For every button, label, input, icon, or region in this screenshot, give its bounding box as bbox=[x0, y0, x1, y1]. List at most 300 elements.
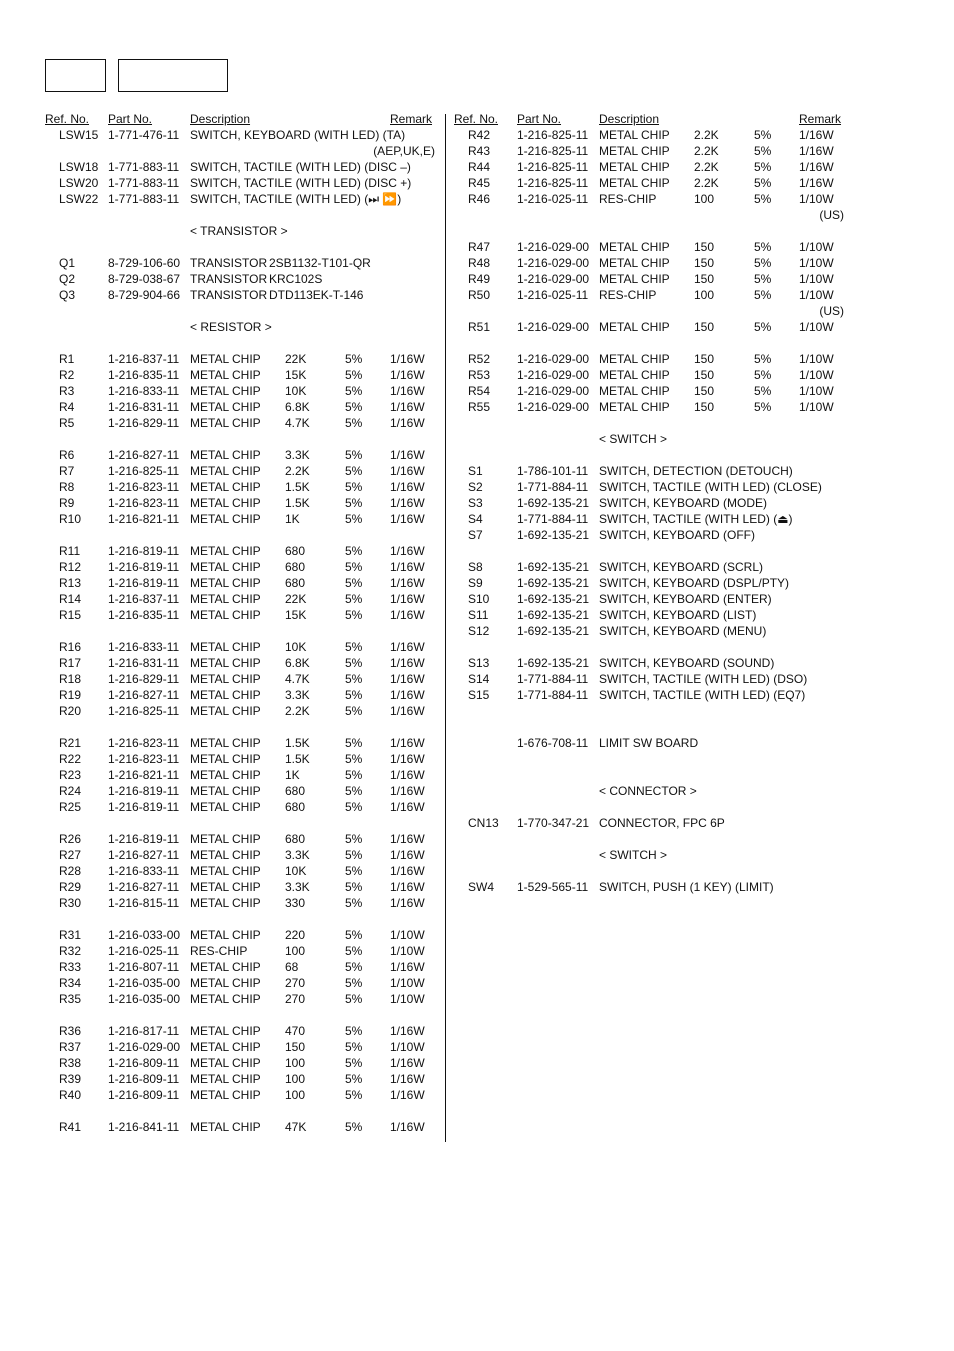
tolerance-cell: 5% bbox=[345, 400, 363, 414]
description-cell: METAL CHIP bbox=[190, 448, 261, 462]
tolerance-cell: 5% bbox=[754, 144, 772, 158]
value-cell: 150 bbox=[694, 352, 715, 366]
ref-cell: LSW20 bbox=[59, 176, 99, 190]
ref-cell: R43 bbox=[468, 144, 491, 158]
part-number-cell: 1-216-825-11 bbox=[517, 144, 589, 158]
description-cell: METAL CHIP bbox=[599, 160, 670, 174]
ref-cell: R54 bbox=[468, 384, 491, 398]
value-cell: 6.8K bbox=[285, 656, 310, 670]
part-number-cell: 1-771-884-11 bbox=[517, 512, 589, 526]
table-row bbox=[454, 287, 854, 303]
remark-cell: 1/16W bbox=[390, 736, 425, 750]
value-cell: KRC102S bbox=[269, 272, 323, 286]
table-row bbox=[454, 735, 854, 751]
description-cell: METAL CHIP bbox=[190, 848, 261, 862]
part-number-cell: 1-216-809-11 bbox=[108, 1088, 180, 1102]
remark-cell: 1/10W bbox=[390, 1040, 425, 1054]
part-number-cell: 1-216-029-00 bbox=[517, 352, 590, 366]
tolerance-cell: 5% bbox=[345, 864, 363, 878]
part-number-cell: 1-216-823-11 bbox=[108, 496, 180, 510]
part-number-cell: 1-771-884-11 bbox=[517, 672, 589, 686]
description-cell: METAL CHIP bbox=[190, 608, 261, 622]
ref-cell: R48 bbox=[468, 256, 491, 270]
row-spacer bbox=[454, 543, 854, 559]
part-number-cell: 1-529-565-11 bbox=[517, 880, 589, 894]
ref-cell: R15 bbox=[59, 608, 82, 622]
remark-cell: 1/16W bbox=[390, 688, 425, 702]
remark-cell: 1/16W bbox=[390, 752, 425, 766]
description-cell: METAL CHIP bbox=[190, 400, 261, 414]
ref-cell: R19 bbox=[59, 688, 82, 702]
description-cell: SWITCH, KEYBOARD (SCRL) bbox=[599, 560, 764, 574]
tolerance-cell: 5% bbox=[345, 608, 363, 622]
header-desc: Description bbox=[190, 112, 251, 126]
part-number-cell: 1-216-819-11 bbox=[108, 832, 180, 846]
remark-cell: 1/10W bbox=[799, 400, 834, 414]
part-number-cell: 1-216-819-11 bbox=[108, 800, 180, 814]
tolerance-cell: 5% bbox=[754, 128, 772, 142]
ref-cell: R53 bbox=[468, 368, 491, 382]
description-cell: METAL CHIP bbox=[190, 1088, 261, 1102]
header-remark: Remark bbox=[390, 112, 433, 126]
description-cell: SWITCH, KEYBOARD (OFF) bbox=[599, 528, 755, 542]
remark-cell: 1/16W bbox=[390, 496, 425, 510]
table-row bbox=[454, 575, 854, 591]
remark-cell: 1/16W bbox=[390, 848, 425, 862]
tolerance-cell: 5% bbox=[345, 496, 363, 510]
remark-cell: 1/16W bbox=[390, 656, 425, 670]
value-cell: 2.2K bbox=[694, 160, 719, 174]
tolerance-cell: 5% bbox=[754, 400, 772, 414]
value-cell: 3.3K bbox=[285, 448, 310, 462]
part-number-cell: 1-216-029-00 bbox=[517, 256, 590, 270]
table-row bbox=[45, 159, 443, 175]
table-row bbox=[454, 255, 854, 271]
table-row bbox=[454, 591, 854, 607]
header-ref: Ref. No. bbox=[454, 112, 499, 126]
remark-cell: 1/16W bbox=[390, 512, 425, 526]
ref-cell: CN13 bbox=[468, 816, 499, 830]
parts-list-right bbox=[454, 127, 854, 895]
tolerance-cell: 5% bbox=[345, 992, 363, 1006]
part-number-cell: 1-216-029-00 bbox=[517, 400, 590, 414]
tolerance-cell: 5% bbox=[345, 512, 363, 526]
value-cell: 1.5K bbox=[285, 752, 310, 766]
table-row bbox=[454, 175, 854, 191]
description-cell: METAL CHIP bbox=[190, 768, 261, 782]
value-cell: 220 bbox=[285, 928, 306, 942]
tolerance-cell: 5% bbox=[345, 704, 363, 718]
value-cell: 47K bbox=[285, 1120, 307, 1134]
table-row bbox=[454, 671, 854, 687]
remark-cell: 1/16W bbox=[390, 1024, 425, 1038]
remark-cell: 1/16W bbox=[390, 640, 425, 654]
part-number-cell: 1-216-029-00 bbox=[517, 384, 590, 398]
remark-cell: 1/16W bbox=[799, 176, 834, 190]
row-spacer bbox=[45, 911, 443, 927]
table-row bbox=[45, 191, 443, 207]
remark-cell: 1/16W bbox=[390, 544, 425, 558]
description-cell: METAL CHIP bbox=[190, 480, 261, 494]
ref-cell: R37 bbox=[59, 1040, 82, 1054]
description-cell: METAL CHIP bbox=[190, 704, 261, 718]
ref-cell: R28 bbox=[59, 864, 82, 878]
section-heading bbox=[454, 431, 854, 447]
tolerance-cell: 5% bbox=[345, 1088, 363, 1102]
tolerance-cell: 5% bbox=[345, 576, 363, 590]
value-cell: 150 bbox=[694, 384, 715, 398]
remark-cell: 1/10W bbox=[799, 320, 834, 334]
table-row bbox=[45, 943, 443, 959]
part-number-cell: 1-216-827-11 bbox=[108, 880, 180, 894]
table-row bbox=[45, 1119, 443, 1135]
description-cell: METAL CHIP bbox=[190, 384, 261, 398]
part-number-cell: 1-216-809-11 bbox=[108, 1072, 180, 1086]
tolerance-cell: 5% bbox=[345, 560, 363, 574]
value-cell: 22K bbox=[285, 352, 307, 366]
part-number-cell: 1-770-347-21 bbox=[517, 816, 590, 830]
ref-cell: Q2 bbox=[59, 272, 76, 286]
part-number-cell: 1-216-831-11 bbox=[108, 656, 180, 670]
part-number-cell: 1-216-025-11 bbox=[517, 288, 589, 302]
table-row bbox=[454, 527, 854, 543]
description-cell: RES-CHIP bbox=[599, 288, 657, 302]
row-spacer bbox=[454, 447, 854, 463]
value-cell: 100 bbox=[694, 192, 715, 206]
table-row bbox=[454, 879, 854, 895]
part-number-cell: 1-216-035-00 bbox=[108, 976, 181, 990]
tolerance-cell: 5% bbox=[345, 688, 363, 702]
table-row bbox=[45, 655, 443, 671]
ref-cell: R16 bbox=[59, 640, 82, 654]
part-number-cell: 1-216-827-11 bbox=[108, 848, 180, 862]
ref-cell: S13 bbox=[468, 656, 490, 670]
value-cell: 10K bbox=[285, 640, 307, 654]
value-cell: 680 bbox=[285, 560, 306, 574]
remark-cell: 1/10W bbox=[799, 368, 834, 382]
remark-cell: 1/16W bbox=[390, 832, 425, 846]
part-number-cell: 1-216-025-11 bbox=[517, 192, 589, 206]
description-cell: CONNECTOR, FPC 6P bbox=[599, 816, 725, 830]
part-number-cell: 8-729-038-67 bbox=[108, 272, 181, 286]
table-row bbox=[45, 447, 443, 463]
column-header bbox=[45, 111, 443, 127]
part-number-cell: 1-692-135-21 bbox=[517, 576, 590, 590]
header-part: Part No. bbox=[108, 112, 153, 126]
table-row bbox=[454, 511, 854, 527]
ref-cell: R51 bbox=[468, 320, 491, 334]
description-cell: METAL CHIP bbox=[190, 736, 261, 750]
remark-cell: 1/16W bbox=[390, 464, 425, 478]
value-cell: 1.5K bbox=[285, 736, 310, 750]
table-row bbox=[45, 671, 443, 687]
description-cell: METAL CHIP bbox=[190, 1120, 261, 1134]
remark-cell: 1/16W bbox=[390, 352, 425, 366]
description-cell: SWITCH, TACTILE (WITH LED) (DISC +) bbox=[190, 176, 412, 190]
remark-cell: 1/10W bbox=[799, 192, 834, 206]
ref-cell: R21 bbox=[59, 736, 82, 750]
value-cell: 100 bbox=[285, 944, 306, 958]
part-number-cell: 1-692-135-21 bbox=[517, 592, 590, 606]
value-cell: 150 bbox=[694, 272, 715, 286]
table-row bbox=[45, 847, 443, 863]
header-box-right bbox=[118, 59, 228, 92]
table-row bbox=[454, 159, 854, 175]
description-cell: SWITCH, KEYBOARD (DSPL/PTY) bbox=[599, 576, 790, 590]
ref-cell: R31 bbox=[59, 928, 82, 942]
table-row bbox=[45, 895, 443, 911]
row-spacer bbox=[45, 239, 443, 255]
ref-cell: R29 bbox=[59, 880, 82, 894]
tolerance-cell: 5% bbox=[345, 880, 363, 894]
value-cell: 150 bbox=[694, 400, 715, 414]
remark-continuation: (US) bbox=[819, 304, 844, 318]
table-row bbox=[45, 559, 443, 575]
value-cell: 150 bbox=[694, 240, 715, 254]
value-cell: 270 bbox=[285, 976, 306, 990]
value-cell: 680 bbox=[285, 576, 306, 590]
value-cell: 3.3K bbox=[285, 688, 310, 702]
ref-cell: R25 bbox=[59, 800, 82, 814]
ref-cell: R18 bbox=[59, 672, 82, 686]
tolerance-cell: 5% bbox=[345, 592, 363, 606]
table-row bbox=[45, 959, 443, 975]
table-row bbox=[454, 687, 854, 703]
ref-cell: S15 bbox=[468, 688, 490, 702]
tolerance-cell: 5% bbox=[345, 784, 363, 798]
parts-column-right bbox=[454, 111, 854, 895]
row-spacer bbox=[45, 623, 443, 639]
ref-cell: R4 bbox=[59, 400, 75, 414]
part-number-cell: 1-216-819-11 bbox=[108, 560, 180, 574]
part-number-cell: 1-692-135-21 bbox=[517, 608, 590, 622]
description-cell: METAL CHIP bbox=[190, 992, 261, 1006]
description-cell: SWITCH, TACTILE (WITH LED) (⏏) bbox=[599, 512, 793, 526]
value-cell: 680 bbox=[285, 800, 306, 814]
description-cell: TRANSISTOR bbox=[190, 256, 268, 270]
value-cell: 470 bbox=[285, 1024, 306, 1038]
tolerance-cell: 5% bbox=[345, 896, 363, 910]
ref-cell: R40 bbox=[59, 1088, 82, 1102]
row-spacer bbox=[45, 719, 443, 735]
value-cell: 330 bbox=[285, 896, 306, 910]
description-cell: METAL CHIP bbox=[190, 880, 261, 894]
row-spacer bbox=[45, 1007, 443, 1023]
tolerance-cell: 5% bbox=[345, 832, 363, 846]
table-row bbox=[45, 255, 443, 271]
value-cell: 1.5K bbox=[285, 496, 310, 510]
table-row bbox=[45, 351, 443, 367]
remark-cell: 1/16W bbox=[390, 592, 425, 606]
tolerance-cell: 5% bbox=[345, 752, 363, 766]
remark-cell: 1/16W bbox=[799, 144, 834, 158]
row-spacer bbox=[454, 831, 854, 847]
value-cell: 100 bbox=[285, 1056, 306, 1070]
remark-cell: 1/16W bbox=[390, 608, 425, 622]
table-row bbox=[45, 287, 443, 303]
description-cell: METAL CHIP bbox=[190, 976, 261, 990]
tolerance-cell: 5% bbox=[345, 960, 363, 974]
description-cell: METAL CHIP bbox=[599, 272, 670, 286]
part-number-cell: 1-216-835-11 bbox=[108, 608, 180, 622]
part-number-cell: 1-216-823-11 bbox=[108, 752, 180, 766]
remark-cell: 1/16W bbox=[390, 576, 425, 590]
section-title: < RESISTOR > bbox=[190, 320, 272, 334]
ref-cell: Q1 bbox=[59, 256, 76, 270]
part-number-cell: 1-216-029-00 bbox=[517, 368, 590, 382]
part-number-cell: 1-216-835-11 bbox=[108, 368, 180, 382]
table-row bbox=[454, 815, 854, 831]
description-cell: SWITCH, DETECTION (DETOUCH) bbox=[599, 464, 793, 478]
remark-cell: 1/16W bbox=[799, 128, 834, 142]
ref-cell: R26 bbox=[59, 832, 82, 846]
part-number-cell: 1-216-821-11 bbox=[108, 768, 180, 782]
table-row bbox=[45, 271, 443, 287]
ref-cell: S11 bbox=[468, 608, 489, 622]
remark-cell: 1/16W bbox=[799, 160, 834, 174]
description-cell: METAL CHIP bbox=[190, 1024, 261, 1038]
remark-cell: 1/16W bbox=[390, 896, 425, 910]
value-cell: 2.2K bbox=[694, 144, 719, 158]
table-row bbox=[45, 607, 443, 623]
part-number-cell: 8-729-904-66 bbox=[108, 288, 181, 302]
row-spacer bbox=[454, 639, 854, 655]
ref-cell: R1 bbox=[59, 352, 75, 366]
part-number-cell: 1-216-829-11 bbox=[108, 672, 180, 686]
tolerance-cell: 5% bbox=[345, 736, 363, 750]
ref-cell: S14 bbox=[468, 672, 490, 686]
part-number-cell: 1-216-819-11 bbox=[108, 784, 180, 798]
tolerance-cell: 5% bbox=[345, 1040, 363, 1054]
description-cell: METAL CHIP bbox=[190, 368, 261, 382]
ref-cell: LSW15 bbox=[59, 128, 99, 142]
tolerance-cell: 5% bbox=[754, 320, 772, 334]
table-row bbox=[454, 495, 854, 511]
part-number-cell: 1-216-833-11 bbox=[108, 384, 180, 398]
table-row bbox=[454, 463, 854, 479]
header-box-left bbox=[45, 59, 106, 92]
row-spacer bbox=[454, 863, 854, 879]
part-number-cell: 1-216-807-11 bbox=[108, 960, 180, 974]
table-row bbox=[45, 751, 443, 767]
remark-cell: 1/16W bbox=[390, 560, 425, 574]
remark-cell: 1/16W bbox=[390, 880, 425, 894]
description-cell: METAL CHIP bbox=[599, 352, 670, 366]
value-cell: 3.3K bbox=[285, 848, 310, 862]
part-number-cell: 1-692-135-21 bbox=[517, 656, 590, 670]
ref-cell: R32 bbox=[59, 944, 82, 958]
ref-cell: R20 bbox=[59, 704, 82, 718]
value-cell: 22K bbox=[285, 592, 307, 606]
remark-cell: 1/16W bbox=[390, 1088, 425, 1102]
tolerance-cell: 5% bbox=[345, 1072, 363, 1086]
part-number-cell: 1-786-101-11 bbox=[517, 464, 589, 478]
table-row bbox=[45, 767, 443, 783]
description-cell: METAL CHIP bbox=[190, 784, 261, 798]
ref-cell: R11 bbox=[59, 544, 81, 558]
tolerance-cell: 5% bbox=[345, 640, 363, 654]
description-cell: METAL CHIP bbox=[599, 240, 670, 254]
tolerance-cell: 5% bbox=[345, 1056, 363, 1070]
table-row bbox=[45, 1055, 443, 1071]
description-cell: SWITCH, KEYBOARD (LIST) bbox=[599, 608, 757, 622]
parts-column-left bbox=[45, 111, 443, 1135]
part-number-cell: 1-216-833-11 bbox=[108, 640, 180, 654]
row-spacer bbox=[454, 335, 854, 351]
part-number-cell: 1-692-135-21 bbox=[517, 624, 590, 638]
ref-cell: R6 bbox=[59, 448, 75, 462]
value-cell: 270 bbox=[285, 992, 306, 1006]
tolerance-cell: 5% bbox=[754, 368, 772, 382]
ref-cell: R24 bbox=[59, 784, 82, 798]
table-row bbox=[45, 735, 443, 751]
description-cell: TRANSISTOR bbox=[190, 288, 268, 302]
ref-cell: R46 bbox=[468, 192, 491, 206]
part-number-cell: 1-771-884-11 bbox=[517, 688, 589, 702]
table-row bbox=[45, 639, 443, 655]
row-spacer bbox=[454, 767, 854, 783]
description-cell: METAL CHIP bbox=[190, 752, 261, 766]
remark-cell: 1/16W bbox=[390, 1072, 425, 1086]
table-row bbox=[45, 863, 443, 879]
remark-cell: 1/16W bbox=[390, 480, 425, 494]
part-number-cell: 1-216-841-11 bbox=[108, 1120, 180, 1134]
ref-cell: S4 bbox=[468, 512, 483, 526]
part-number-cell: 1-216-825-11 bbox=[517, 160, 589, 174]
description-cell: METAL CHIP bbox=[599, 384, 670, 398]
ref-cell: R3 bbox=[59, 384, 75, 398]
tolerance-cell: 5% bbox=[345, 368, 363, 382]
table-row bbox=[45, 1023, 443, 1039]
table-row bbox=[45, 879, 443, 895]
ref-cell: R34 bbox=[59, 976, 82, 990]
part-number-cell: 1-216-837-11 bbox=[108, 352, 180, 366]
value-cell: 2.2K bbox=[694, 176, 719, 190]
value-cell: 1K bbox=[285, 512, 300, 526]
value-cell: 150 bbox=[694, 320, 715, 334]
header-part: Part No. bbox=[517, 112, 562, 126]
tolerance-cell: 5% bbox=[754, 240, 772, 254]
ref-cell: R27 bbox=[59, 848, 82, 862]
table-row bbox=[45, 127, 443, 143]
description-cell: SWITCH, TACTILE (WITH LED) (EQ7) bbox=[599, 688, 806, 702]
ref-cell: R7 bbox=[59, 464, 75, 478]
section-title: < TRANSISTOR > bbox=[190, 224, 288, 238]
part-number-cell: 1-216-029-00 bbox=[517, 320, 590, 334]
part-number-cell: 1-216-821-11 bbox=[108, 512, 180, 526]
description-cell: SWITCH, KEYBOARD (ENTER) bbox=[599, 592, 772, 606]
ref-cell: SW4 bbox=[468, 880, 495, 894]
description-cell: METAL CHIP bbox=[190, 928, 261, 942]
table-row bbox=[454, 399, 854, 415]
description-cell: METAL CHIP bbox=[190, 496, 261, 510]
table-row bbox=[45, 511, 443, 527]
part-number-cell: 1-216-029-00 bbox=[517, 272, 590, 286]
tolerance-cell: 5% bbox=[345, 656, 363, 670]
ref-cell: R8 bbox=[59, 480, 75, 494]
tolerance-cell: 5% bbox=[754, 272, 772, 286]
table-row bbox=[45, 415, 443, 431]
tolerance-cell: 5% bbox=[345, 768, 363, 782]
description-cell: METAL CHIP bbox=[190, 592, 261, 606]
table-row bbox=[454, 383, 854, 399]
remark-cell: 1/16W bbox=[390, 864, 425, 878]
tolerance-cell: 5% bbox=[345, 480, 363, 494]
description-cell: METAL CHIP bbox=[190, 672, 261, 686]
description-cell: METAL CHIP bbox=[190, 576, 261, 590]
tolerance-cell: 5% bbox=[754, 176, 772, 190]
description-cell: METAL CHIP bbox=[190, 1040, 261, 1054]
